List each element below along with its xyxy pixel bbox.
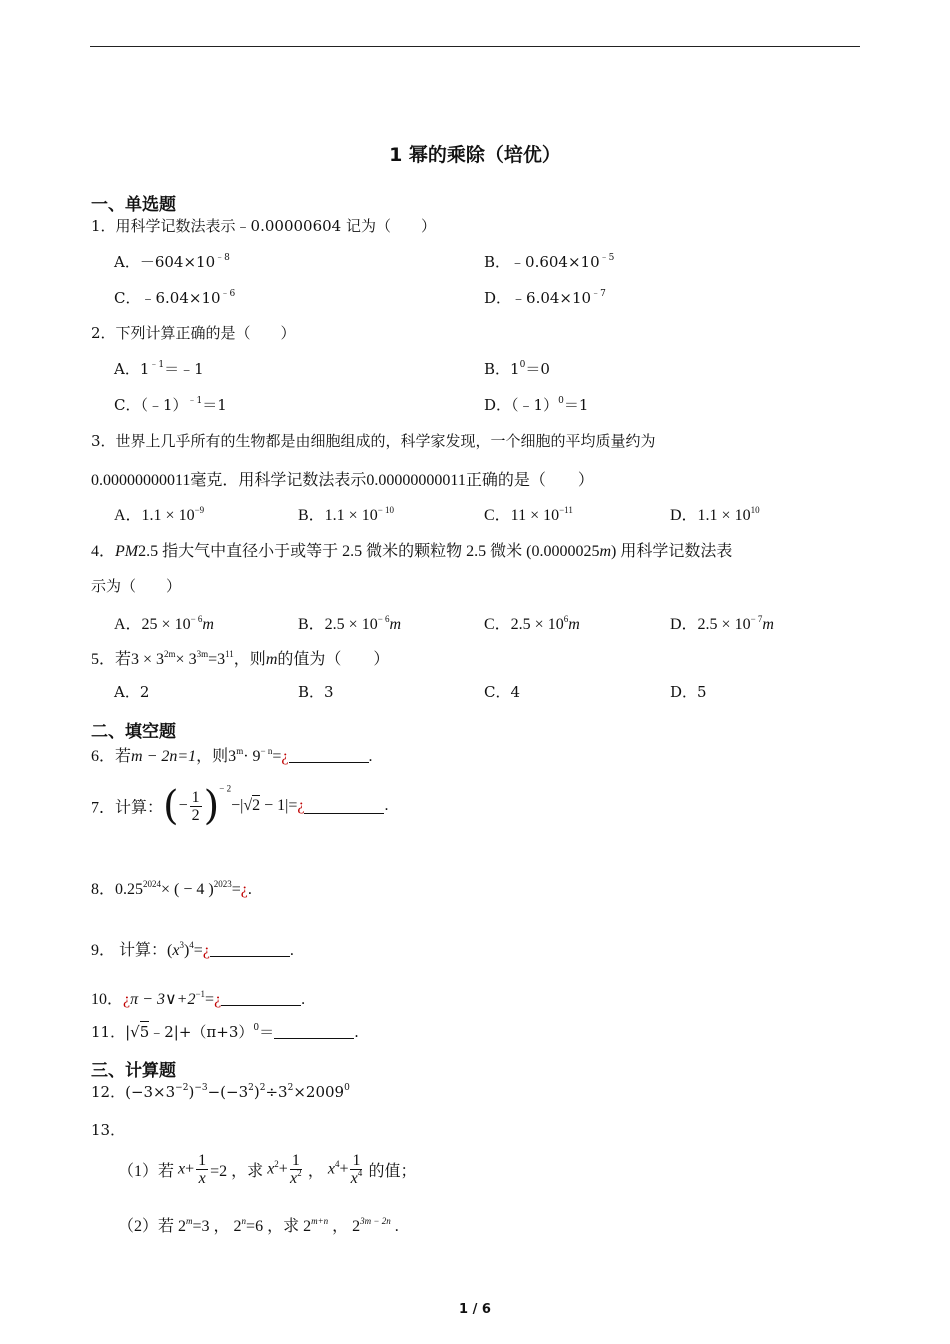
question-2-option-a: A．$1^{﹣1}=﹣1$ (114, 360, 204, 378)
question-5-option-a: A．2 (114, 683, 150, 701)
question-9: 9． 计算：$(x^3)^4=¿$ . (91, 940, 294, 959)
section-heading-calculation: 三、计算题 (91, 1061, 176, 1081)
answer-blank (289, 748, 369, 763)
question-4-option-b: B．$2.5 \times 10^{- 6}m$ (298, 614, 402, 633)
question-4-option-c: C．$2.5 \times 10^6m$ (484, 614, 580, 633)
header-rule (90, 46, 860, 47)
question-2-option-b: B．$1^0=0$ (484, 360, 550, 378)
question-6: 6．若m − 2n=1，则$3^m\cdot$ $9^{- n}=¿$ . (91, 746, 373, 765)
page-title: 1 幂的乘除（培优） (389, 144, 561, 166)
question-5-option-d: D．5 (670, 683, 707, 701)
question-3-option-b: B．$1.1 \times 10^{- 10}$ (298, 505, 395, 524)
section-heading-single-choice: 一、单选题 (91, 195, 176, 215)
question-1-stem: 1．用科学记数法表示﹣0.00000604 记为（ ） (91, 217, 436, 235)
answer-blank (210, 942, 290, 957)
answer-blank (304, 799, 384, 814)
page-number: 1 / 6 (459, 1302, 491, 1317)
question-4-line-1: 4．PM2.5 指大气中直径小于或等于 2.5 微米的颗粒物 2.5 微米 (0.0000025m) 用科学记数法表 (91, 543, 733, 560)
question-13-part-2: （2）若 $2^m=3$ ， $2^n=6$ ，求 $2^{m+n}$ ， $2^{3m - 2n}$ . (118, 1216, 399, 1235)
question-4-option-d: D．$2.5 \times 10^{- 7}m$ (670, 614, 774, 633)
question-1-option-c: C．$﹣6.04\times 10^{﹣6}$ (114, 289, 236, 307)
question-1-option-d: D．$﹣6.04\times 10^{﹣7}$ (484, 289, 606, 307)
answer-blank (274, 1024, 354, 1039)
question-1-option-a: A．$-604\times 10^{﹣8}$ (114, 253, 230, 271)
question-5-option-c: C．4 (484, 683, 521, 701)
question-10: 10．¿$\pi - 3\vee+2^{-1}=¿$ . (91, 989, 306, 1008)
question-1-option-b: B．$﹣0.604\times 10^{﹣5}$ (484, 253, 615, 271)
question-8: 8．$0.25^{2024}\times$ ( − 4 )$^{2023}$=¿. (91, 879, 252, 898)
question-5-option-b: B．3 (298, 683, 334, 701)
question-4-option-a: A．$25 \times 10^{- 6}m$ (114, 614, 214, 633)
question-3-option-c: C．$11 \times 10^{-11}$ (484, 505, 573, 524)
question-12: 12．$(-3\times 3^{-2})^{-3}-(-3^2)^2\div 3^2\times 2009^0$ (91, 1083, 350, 1101)
question-13-number: 13． (91, 1121, 126, 1139)
section-heading-fill-in: 二、填空题 (91, 722, 176, 742)
answer-blank (221, 991, 301, 1006)
question-7: 7．计算：(− $\frac{1}{2}$ )$^{- 2}$−|√2 − 1|=¿ . (91, 783, 389, 829)
question-13-part-1: （1）若 x+ $\frac{1}{x}$ =2 ，求 $x^2+$ $\frac{1}{x^2}$ ， $x^4+$ $\frac{1}{x^4}$ 的值； (118, 1152, 417, 1187)
question-3-option-d: D．$1.1 \times 10^{10}$ (670, 505, 760, 524)
question-3-option-a: A．$1.1 \times 10^{-9}$ (114, 505, 205, 524)
question-5-stem: 5．若$3 \times 3^{2m}\times 3^{3m}=3^{11}$，则m的值为（ ） (91, 649, 390, 668)
question-4-line-2: 示为（ ） (91, 577, 182, 595)
question-11: 11．$|√5﹣2|+(\pi+3)^0=$ . (91, 1023, 359, 1041)
question-3-line-2: 0.00000000011毫克．用科学记数法表示0.00000000011正确的是（ ） (91, 472, 594, 489)
question-3-line-1: 3．世界上几乎所有的生物都是由细胞组成的，科学家发现，一个细胞的平均质量约为 (91, 432, 656, 450)
question-2-option-c: C．（﹣1）$^{﹣1}$＝1 (114, 396, 227, 414)
question-2-option-d: D．（﹣1）$^0$＝1 (484, 396, 589, 414)
question-2-stem: 2．下列计算正确的是（ ） (91, 324, 296, 342)
